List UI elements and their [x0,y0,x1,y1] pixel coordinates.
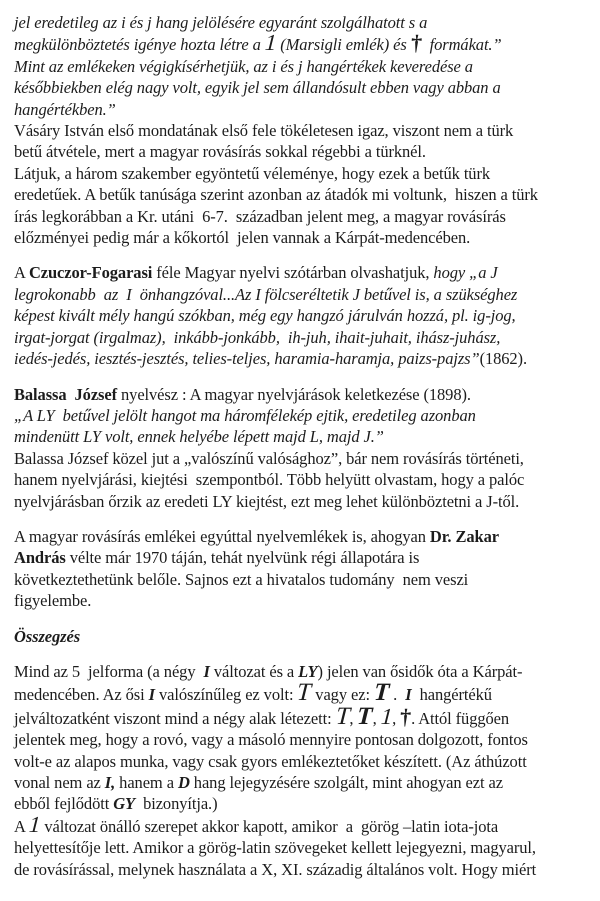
text-line [14,837,594,858]
text-line [14,327,594,348]
text-run: iedés-jedés, iesztés-jesztés, telies-teljes, haramia-haramja, paizs-pajzs” [14,349,480,369]
text-run: jelváltozatként viszont mind a négy alak létezett: [14,708,336,728]
text-run: hangértékű [411,685,492,705]
text-run: Czuczor-Fogarasi [28,263,153,283]
text-line [14,448,594,469]
document-content [14,12,594,880]
text-run: helyettesítője lett. Amikor a görög-latin szövegeket kellett lejegyezni, magyarul, [14,838,536,858]
text-run: féle Magyar nyelvi szótárban olvashatjuk, [152,263,434,283]
text-line [14,679,594,707]
text-line [14,12,594,33]
text-line [14,751,594,772]
text-run: vélte már 1970 táján, tehát nyelvünk régi állapotára is [65,548,420,568]
text-run: bizonyítja.) [135,794,218,814]
zakar [14,526,594,612]
text-line [14,729,594,750]
text-run: I [405,685,412,705]
text-run: Dr. Zakar [429,526,499,546]
czuczor-fogarasi [14,262,594,369]
rune-glyph-r2: T [373,679,391,707]
text-run: eredetűek. A betűk tanúsága szerint azonban az átadók mi voltunk, hiszen a türk [14,185,538,205]
rune-glyph-r2: T [356,702,374,730]
text-run: , [372,708,381,728]
text-run: A [14,816,29,836]
text-line [14,772,594,793]
text-run: D [177,773,190,792]
text-run: , [392,708,401,728]
text-line [14,120,594,141]
summary [14,661,594,815]
rune-glyph-r3: 1 [379,703,394,729]
text-run: jelentek meg, hogy a rovó, vagy a másoló mennyire pontosan dolgozott, fontos [14,730,528,750]
text-run: I [148,685,155,705]
text-line [14,77,594,98]
rune-glyph-r1: T [334,702,351,730]
text-line [14,56,594,77]
text-line [14,590,594,611]
text-run: A magyar rovásírás emlékei egyúttal nyelvemlékek is, ahogyan [14,526,430,546]
text-run: „A LY betűvel jelölt hangot ma háromfélekép ejtik, eredetileg azonban [14,405,476,425]
text-run: Vásáry István első mondatának első fele tökéletesen igaz, viszont nem a türk [14,121,514,141]
text-run: I [203,661,210,681]
text-run: hang lejegyzésére szolgált, mint ahogyan ezt az [189,773,503,792]
text-run: jel eredetileg az i és j hang jelölésére egyaránt szolgálhatott s a [14,13,428,32]
text-line [14,526,594,547]
text-line [14,305,594,326]
text-run: változat és a [209,661,299,681]
text-run: Mint az emlékeken végigkísérhetjük, az i és j hangértékek keveredése a [14,56,473,76]
text-run: András [14,548,66,568]
text-run: Balassa József [14,384,117,404]
text-run: későbbiekben elég nagy volt, egyik jel sem állandósult ebben vagy abban a [14,78,501,98]
text-run: (Marsigli emlék) és [276,35,411,55]
text-line [14,491,594,512]
balassa [14,384,594,512]
text-run: valószínűleg ez volt: [154,685,298,705]
text-run: betű átvétele, mert a magyar rovásírás sokkal régebbi a türknél. [14,142,426,162]
text-run: ebből fejlődött [14,794,114,814]
text-line [14,569,594,590]
text-run: . [389,685,406,705]
text-run: vonal nem az [14,773,105,792]
text-run: ) jelen van ősidők óta a Kárpát- [317,661,523,681]
text-line [14,348,594,369]
osszegzes-heading [14,626,594,647]
text-run: képest kivált mély hangú szókban, még egy hangzó járulván hozzá, pl. ig-jog, [14,306,516,326]
text-run: GY [113,794,136,814]
text-line [14,547,594,568]
text-line [14,227,594,248]
text-line [14,163,594,184]
text-line [14,99,594,120]
text-run: vagy ez: [311,685,374,705]
text-line [14,262,594,283]
text-run: , [349,708,358,728]
iota-jota [14,811,594,880]
text-run: hogy „a J [433,263,498,283]
rune-glyph-r3: 1 [264,30,278,56]
text-run: megkülönböztetés igénye hozta létre a [14,35,265,55]
text-run: volt-e az alapos munka, vagy csak gyors emlékeztetőket készített. (Az áthúzott [14,751,527,771]
text-run: változat önálló szerepet akkor kapott, amikor a görög –latin iota-jota [40,816,499,836]
text-run: de rovásírással, melynek használata a X, XI. századig általános volt. Hogy miért [14,859,537,879]
text-line [14,384,594,405]
text-run: Összegzés [14,626,81,646]
text-run: következtethetünk belőle. Sajnos ezt a hivatalos tudomány nem veszi [14,569,469,589]
text-line [14,284,594,305]
text-run: I, [104,773,116,792]
text-run: mindenütt LY volt, ennek helyébe lépett majd L, majd J.” [14,427,384,447]
text-run: LY [298,661,318,681]
text-line [14,184,594,205]
text-line [14,405,594,426]
text-run: Balassa József közel jut a „valószínű valósághoz”, bár nem rovásírás történeti, [14,448,524,468]
text-run: formákat.” [421,35,502,55]
rune-glyph-r4: † [399,703,412,729]
text-line [14,859,594,880]
rune-glyph-r3: 1 [28,811,42,837]
text-line [14,141,594,162]
text-run: legrokonabb az I önhangzóval...Az I fölcseréltetik J betűvel is, a szükséghez [14,284,518,304]
text-line [14,30,594,56]
text-run: A [14,263,29,283]
text-run: . Attól függően [411,708,510,728]
text-run: nyelvjárásban őrzik az eredeti LY kiejtést, ezt meg lehet különböztetni a J-től. [14,491,520,511]
text-run: figyelembe. [14,591,92,611]
text-run: Látjuk, a három szakember egyöntetű véleménye, hogy ezek a betűk türk [14,163,490,183]
text-line [14,626,594,647]
vasary-commentary [14,120,594,248]
text-line [14,426,594,447]
text-run: medencében. Az ősi [14,685,149,705]
text-line [14,793,594,814]
rune-glyph-r1: T [296,679,313,707]
text-line [14,811,594,837]
text-line [14,206,594,227]
text-run: hanem nyelvjárási, kiejtési szempontból. Több helyütt olvastam, hogy a palóc [14,470,525,490]
text-line [14,469,594,490]
text-run: nyelvész : A magyar nyelvjárások keletkezése (1898). [117,384,471,404]
intro-quote [14,12,594,120]
text-run: (1862). [479,349,527,369]
text-run: hangértékben.” [14,99,116,119]
text-run: irgat-jorgat (irgalmaz), inkább-jonkább, ih-juh, ihait-juhait, ihász-juhász, [14,327,501,347]
text-run: előzményei pedig már a kőkortól jelen vannak a Kárpát-medencében. [14,228,471,248]
rune-glyph-r4: † [409,30,423,56]
text-line [14,702,594,730]
text-run: Mind az 5 jelforma (a négy [14,661,204,681]
text-run: hanem a [115,773,178,792]
text-run: írás legkorábban a Kr. utáni 6-7. században jelent meg, a magyar rovásírás [14,206,506,226]
